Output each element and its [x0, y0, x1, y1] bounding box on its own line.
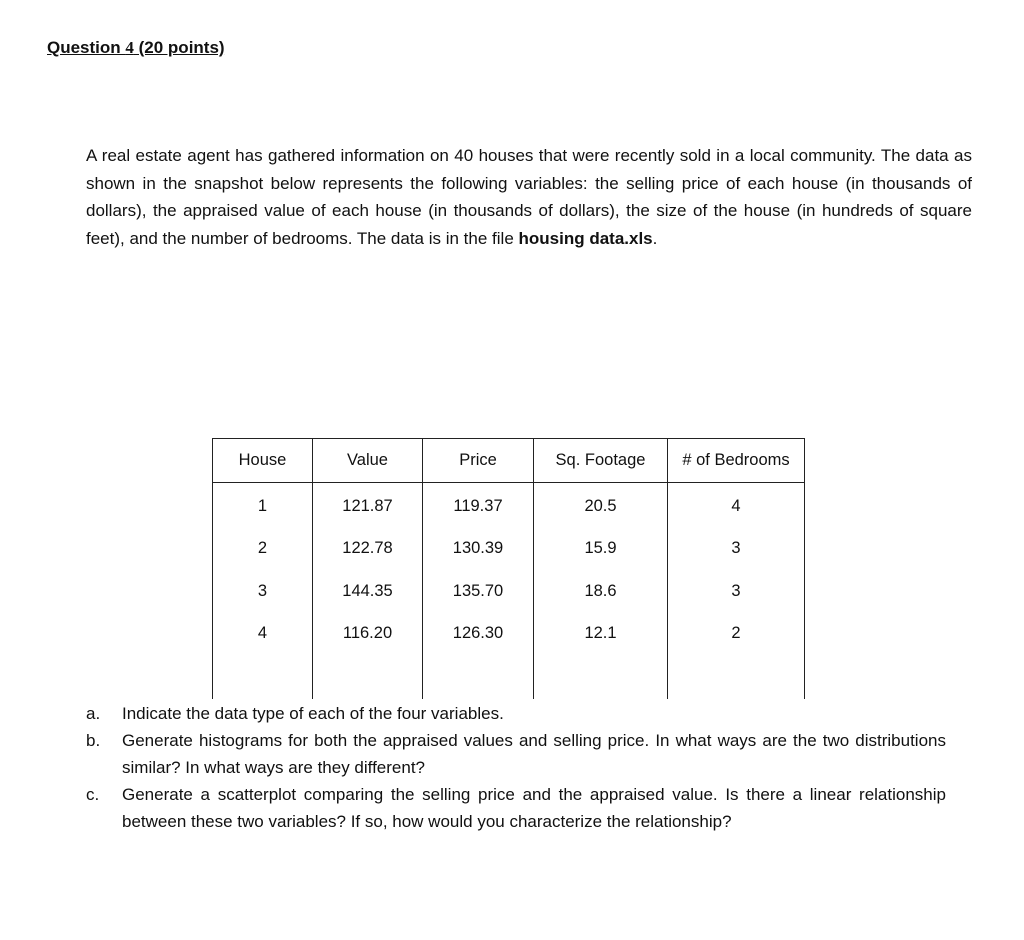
heading-suffix: (20 points) — [133, 38, 225, 57]
cell-bedrooms: 3 — [668, 570, 805, 613]
table-filler-row — [213, 655, 805, 699]
header-price: Price — [423, 439, 534, 483]
question-list — [86, 700, 946, 835]
cell-house: 1 — [213, 483, 313, 528]
cell-sq-footage: 18.6 — [534, 570, 668, 613]
cell-sq-footage: 15.9 — [534, 528, 668, 571]
question-heading — [47, 38, 225, 58]
cell-bedrooms: 4 — [668, 483, 805, 528]
cell-price: 130.39 — [423, 528, 534, 571]
header-sq-footage: Sq. Footage — [534, 439, 668, 483]
empty-cell — [668, 655, 805, 699]
table-header-row — [213, 439, 805, 483]
table-row — [213, 483, 805, 528]
intro-text: A real estate agent has gathered information on 40 houses that were recently sold in a local community. The data as shown in the snapshot below represents the following variables: the selling price of each house (in thousands of dollars), the appraised value of each house (in thousands of dollars), the size of the house (in hundreds of square feet), and the number of bedrooms. The data is in the file — [86, 146, 972, 248]
header-value: Value — [313, 439, 423, 483]
intro-paragraph — [86, 142, 972, 252]
empty-cell — [213, 655, 313, 699]
housing-table-snapshot — [212, 438, 804, 696]
cell-bedrooms: 2 — [668, 613, 805, 656]
table-row — [213, 570, 805, 613]
empty-cell — [313, 655, 423, 699]
empty-cell — [423, 655, 534, 699]
heading-prefix: Question — [47, 38, 126, 57]
question-text: Indicate the data type of each of the four variables. — [122, 704, 504, 723]
empty-cell — [534, 655, 668, 699]
cell-price: 119.37 — [423, 483, 534, 528]
header-bedrooms: # of Bedrooms — [668, 439, 805, 483]
cell-value: 116.20 — [313, 613, 423, 656]
cell-house: 3 — [213, 570, 313, 613]
cell-house: 2 — [213, 528, 313, 571]
question-item-c — [86, 781, 946, 835]
cell-sq-footage: 20.5 — [534, 483, 668, 528]
header-house: House — [213, 439, 313, 483]
question-label: b. — [86, 731, 101, 750]
housing-data-table — [212, 438, 805, 699]
question-label: a. — [86, 704, 101, 723]
cell-sq-footage: 12.1 — [534, 613, 668, 656]
cell-value: 144.35 — [313, 570, 423, 613]
cell-house: 4 — [213, 613, 313, 656]
cell-price: 135.70 — [423, 570, 534, 613]
cell-bedrooms: 3 — [668, 528, 805, 571]
file-name: housing data.xls — [518, 228, 653, 248]
table-row — [213, 613, 805, 656]
cell-value: 121.87 — [313, 483, 423, 528]
question-label: c. — [86, 785, 100, 804]
intro-end: . — [652, 228, 658, 248]
question-text: Generate histograms for both the appraised values and selling price. In what ways are the two distributions similar? In what ways are they different? — [122, 731, 946, 777]
question-item-a — [86, 700, 946, 727]
question-text: Generate a scatterplot comparing the selling price and the appraised value. Is there a linear relationship between these two variables? If so, how would you characterize the relationship? — [122, 785, 946, 831]
question-item-b — [86, 727, 946, 781]
heading-number: 4 — [125, 38, 134, 57]
cell-value: 122.78 — [313, 528, 423, 571]
table-row — [213, 528, 805, 571]
cell-price: 126.30 — [423, 613, 534, 656]
